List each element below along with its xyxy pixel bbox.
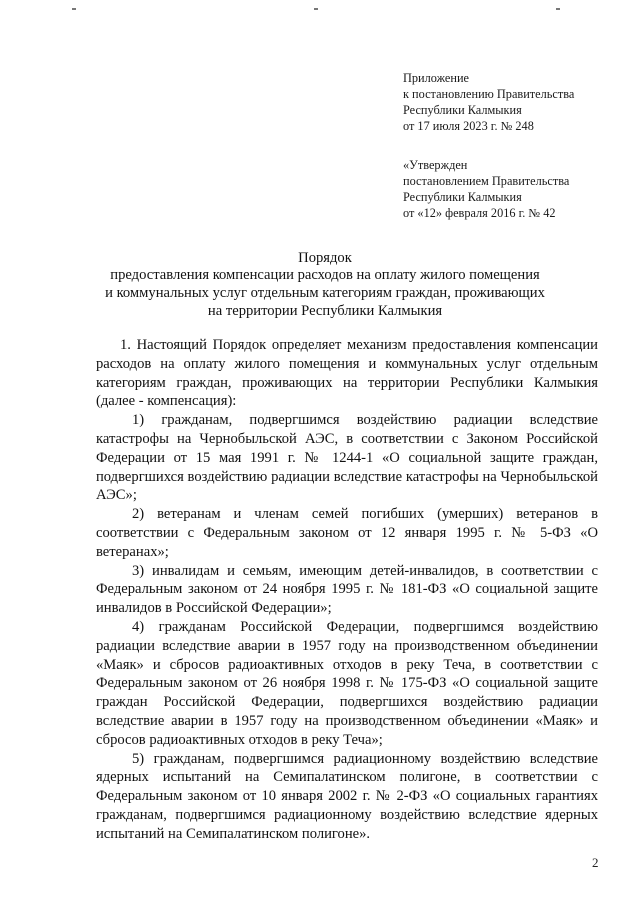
- approved-line: постановлением Правительства: [403, 174, 570, 188]
- subtitle-line: на территории Республики Калмыкия: [207, 303, 443, 319]
- approved-line: Республики Калмыкия: [403, 190, 522, 204]
- scan-mark: [556, 8, 560, 10]
- scan-mark: [72, 8, 76, 10]
- list-item: 1) гражданам, подвергшимся воздействию радиации вследствие катастрофы на Чернобыльской АЭС, в соответствии с Законом Российской Федерации от 15 мая 1991 г. № 1244-1 «О социальной защите граждан, подвергшихся воздействию радиации вследствие катастрофы на Чернобыльской АЭС»;: [96, 412, 598, 504]
- appendix-line: к постановлению Правительства: [403, 87, 575, 101]
- approved-header: [403, 157, 569, 221]
- approved-line: от «12» февраля 2016 г. № 42: [403, 206, 556, 220]
- appendix-line: Приложение: [403, 71, 469, 85]
- page-number: 2: [592, 855, 599, 870]
- document-body: [96, 336, 598, 844]
- list-item: 5) гражданам, подвергшимся радиационному воздействию вследствие ядерных испытаний на Семипалатинском полигоне, в соответствии с Федеральным законом от 10 января 2002 г. № 2-ФЗ «О социальных гарантиях гражданам, подвергшимся радиационному воздействию вследствие ядерных испытаний на Семипалатинском полигоне».: [96, 750, 598, 842]
- paragraph: 1. Настоящий Порядок определяет механизм предоставления компенсации расходов на оплату жилого помещения и коммунальных услуг отдельным категориям граждан, проживающих на территории Республики Калмыкия (далее - компенсация):: [96, 337, 598, 410]
- list-item: 3) инвалидам и семьям, имеющим детей-инвалидов, в соответствии с Федеральным законом от 24 ноября 1995 г. № 181-ФЗ «О социальной защите инвалидов в Российской Федерации»;: [96, 562, 598, 617]
- list-item: 4) гражданам Российской Федерации, подвергшимся воздействию радиации вследствие аварии в 1957 году на производственном объединении «Маяк» и сбросов радиоактивных отходов в реку Теча, в соответствии с Федеральным законом от 26 ноября 1998 г. № 175-ФЗ «О социальной защите граждан Российской Федерации, подвергшихся воздействию радиации вследствие аварии в 1957 году на производственном объединении «Маяк» и сбросов радиоактивных отходов в реку Теча»;: [96, 618, 598, 748]
- appendix-line: Республики Калмыкия: [403, 103, 522, 117]
- list-item: 2) ветеранам и членам семей погибших (умерших) ветеранов в соответствии с Федеральным законом от 12 января 1995 г. № 5-ФЗ «О ветеранах»;: [96, 506, 598, 560]
- document-subtitle: [60, 266, 590, 320]
- scan-mark: [314, 8, 318, 10]
- appendix-line: от 17 июля 2023 г. № 248: [403, 119, 534, 133]
- appendix-header: [403, 70, 574, 134]
- document-title: Порядок: [298, 250, 352, 266]
- subtitle-line: и коммунальных услуг отдельным категориям граждан, проживающих: [105, 285, 545, 301]
- approved-line: «Утвержден: [403, 158, 468, 172]
- subtitle-line: предоставления компенсации расходов на оплату жилого помещения: [110, 267, 540, 283]
